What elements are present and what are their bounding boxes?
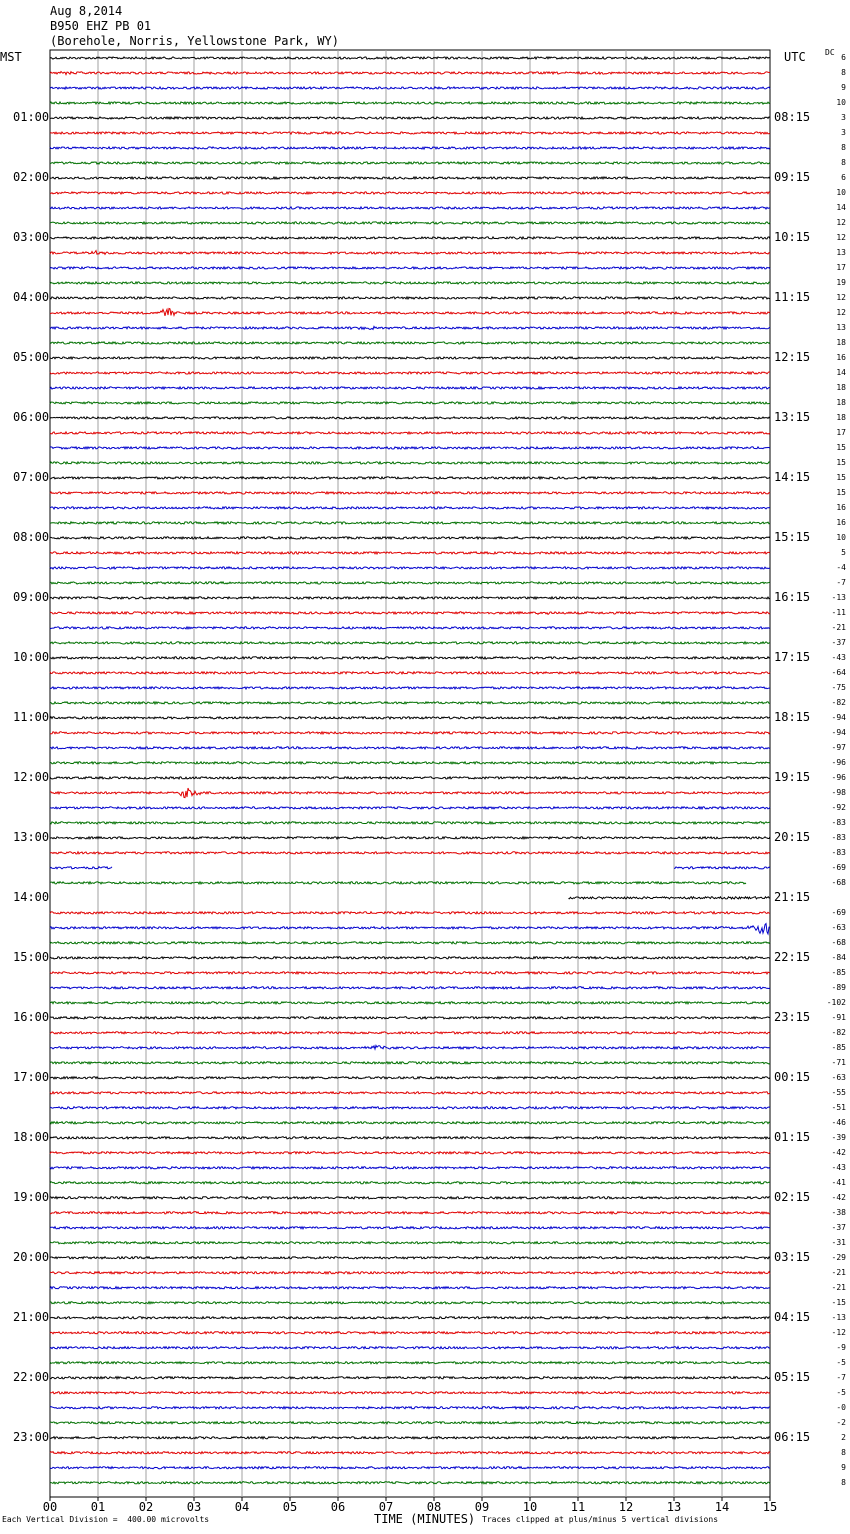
seismic-trace [50, 507, 770, 509]
seismic-trace [50, 237, 770, 239]
hour-label-right: 16:15 [774, 589, 811, 604]
x-tick-label: 10 [522, 1500, 538, 1514]
mst-label: MST [0, 50, 22, 64]
dc-offset-label: 15 [836, 487, 846, 497]
dc-offset-label: -21 [831, 1267, 846, 1277]
seismic-trace [50, 462, 770, 464]
x-tick-label: 15 [762, 1500, 778, 1514]
x-tick-label: 14 [714, 1500, 730, 1514]
hour-label-left: 13:00 [13, 829, 50, 844]
hour-label-left: 19:00 [13, 1189, 50, 1204]
seismic-trace [50, 732, 770, 734]
seismic-trace [50, 1092, 770, 1094]
station-location: (Borehole, Norris, Yellowstone Park, WY) [50, 34, 339, 48]
dc-offset-label: 14 [836, 202, 846, 212]
seismic-trace [568, 897, 769, 899]
dc-offset-label: -13 [831, 1312, 846, 1322]
dc-offset-label: 13 [836, 322, 846, 332]
seismic-trace [50, 1377, 770, 1379]
seismic-trace [50, 1332, 770, 1334]
seismic-trace [50, 177, 770, 179]
seismic-trace [50, 132, 770, 134]
x-tick-label: 13 [666, 1500, 682, 1514]
dc-offset-label: 13 [836, 247, 846, 257]
hour-label-right: 19:15 [774, 769, 811, 784]
x-tick-label: 09 [474, 1500, 490, 1514]
seismic-trace [50, 1137, 770, 1139]
seismic-trace [50, 627, 770, 629]
dc-offset-label: -102 [826, 997, 846, 1007]
seismic-trace [50, 477, 770, 479]
dc-offset-label: -55 [831, 1087, 846, 1097]
seismic-trace [50, 807, 770, 809]
dc-offset-label: -91 [831, 1012, 846, 1022]
dc-offset-label: 10 [836, 187, 846, 197]
seismic-trace [50, 102, 770, 104]
dc-offset-label: 10 [836, 97, 846, 107]
seismic-trace [50, 717, 770, 719]
station-name: B950 EHZ PB 01 [50, 19, 152, 33]
seismic-trace [50, 642, 770, 644]
seismic-trace [50, 537, 770, 539]
hour-label-right: 04:15 [774, 1309, 811, 1324]
hour-label-right: 14:15 [774, 469, 811, 484]
dc-offset-label: -69 [831, 862, 846, 872]
dc-offset-label: -5 [836, 1387, 846, 1397]
hour-label-left: 11:00 [13, 709, 50, 724]
seismic-trace [50, 612, 770, 615]
utc-label: UTC [784, 50, 806, 64]
dc-offset-label: -9 [836, 1342, 846, 1352]
seismic-trace [50, 882, 746, 884]
seismic-trace [50, 342, 770, 344]
dc-offset-label: 19 [836, 277, 846, 287]
dc-offset-label: 17 [836, 262, 846, 272]
dc-offset-label: -42 [831, 1147, 846, 1157]
hour-label-right: 17:15 [774, 649, 811, 664]
seismic-trace [50, 192, 770, 194]
x-tick-label: 00 [42, 1500, 58, 1514]
seismic-trace [50, 522, 770, 524]
hour-label-left: 18:00 [13, 1129, 50, 1144]
dc-offset-label: -63 [831, 1072, 846, 1082]
seismic-trace [50, 117, 770, 119]
dc-offset-label: -64 [831, 667, 846, 677]
seismic-trace [50, 837, 770, 839]
dc-offset-label: 15 [836, 457, 846, 467]
dc-offset-label: 12 [836, 307, 846, 317]
x-tick-label: 11 [570, 1500, 586, 1514]
dc-offset-label: 18 [836, 382, 846, 392]
dc-offset-label: 8 [841, 157, 846, 167]
seismic-trace [50, 1167, 770, 1169]
dc-offset-label: -37 [831, 1222, 846, 1232]
seismic-trace [50, 1062, 770, 1064]
hour-label-left: 23:00 [13, 1429, 50, 1444]
hour-label-left: 09:00 [13, 589, 50, 604]
seismic-trace [50, 1452, 770, 1454]
hour-label-right: 00:15 [774, 1069, 811, 1084]
seismic-trace [50, 1002, 770, 1004]
seismic-trace [50, 852, 770, 854]
hour-label-right: 08:15 [774, 109, 811, 124]
x-tick-label: 05 [282, 1500, 298, 1514]
hour-label-right: 12:15 [774, 349, 811, 364]
seismic-trace [50, 1017, 770, 1019]
seismic-trace [50, 972, 770, 974]
hour-label-right: 05:15 [774, 1369, 811, 1384]
dc-offset-label: -21 [831, 1282, 846, 1292]
dc-offset-label: 12 [836, 232, 846, 242]
dc-offset-label: -83 [831, 817, 846, 827]
seismic-trace [50, 1182, 770, 1184]
seismic-trace [50, 387, 770, 389]
seismic-trace [50, 1467, 770, 1469]
hour-label-right: 10:15 [774, 229, 811, 244]
dc-offset-label: -37 [831, 637, 846, 647]
dc-offset-label: -38 [831, 1207, 846, 1217]
dc-offset-label: -96 [831, 757, 846, 767]
hour-label-left: 22:00 [13, 1369, 50, 1384]
dc-offset-label: -42 [831, 1192, 846, 1202]
hour-label-left: 02:00 [13, 169, 50, 184]
plot-frame [50, 50, 770, 1497]
seismic-trace [50, 72, 770, 75]
hour-label-left: 15:00 [13, 949, 50, 964]
seismic-trace [50, 87, 770, 89]
hour-label-left: 03:00 [13, 229, 50, 244]
dc-offset-label: 12 [836, 292, 846, 302]
dc-offset-label: 10 [836, 532, 846, 542]
dc-offset-label: -83 [831, 832, 846, 842]
dc-offset-label: 16 [836, 502, 846, 512]
dc-offset-label: -71 [831, 1057, 846, 1067]
seismic-trace [50, 447, 770, 449]
dc-offset-label: -85 [831, 1042, 846, 1052]
seismic-trace [50, 372, 770, 374]
seismic-trace [50, 657, 770, 659]
hour-label-right: 15:15 [774, 529, 811, 544]
x-tick-label: 12 [618, 1500, 634, 1514]
seismic-trace [50, 1362, 770, 1364]
dc-offset-label: -7 [836, 1372, 846, 1382]
seismic-trace [50, 1122, 770, 1124]
seismic-trace [50, 57, 770, 59]
seismic-trace [50, 702, 770, 704]
dc-offset-label: -29 [831, 1252, 846, 1262]
seismic-trace [50, 867, 112, 869]
dc-offset-label: 18 [836, 337, 846, 347]
seismic-trace [50, 1197, 770, 1199]
seismic-trace [50, 1317, 770, 1319]
seismic-trace [50, 309, 770, 316]
seismic-trace [50, 552, 770, 554]
hour-label-right: 22:15 [774, 949, 811, 964]
dc-offset-label: -51 [831, 1102, 846, 1112]
hour-label-right: 11:15 [774, 289, 811, 304]
hour-label-left: 01:00 [13, 109, 50, 124]
dc-offset-label: -89 [831, 982, 846, 992]
dc-offset-label: 9 [841, 82, 846, 92]
dc-offset-label: -39 [831, 1132, 846, 1142]
dc-offset-label: 18 [836, 397, 846, 407]
seismic-trace [50, 432, 770, 434]
dc-label: DC [825, 48, 835, 57]
dc-offset-label: 15 [836, 472, 846, 482]
dc-offset-label: 3 [841, 127, 846, 137]
dc-offset-label: 8 [841, 1477, 846, 1487]
seismic-trace [50, 357, 770, 359]
x-tick-label: 07 [378, 1500, 394, 1514]
dc-offset-label: -41 [831, 1177, 846, 1187]
hour-label-right: 06:15 [774, 1429, 811, 1444]
dc-offset-label: -82 [831, 697, 846, 707]
hour-label-left: 04:00 [13, 289, 50, 304]
dc-offset-label: 6 [841, 53, 846, 62]
dc-offset-label: 8 [841, 142, 846, 152]
seismic-trace [50, 1107, 770, 1109]
dc-offset-label: 5 [841, 547, 846, 557]
hour-label-left: 12:00 [13, 769, 50, 784]
dc-offset-label: -98 [831, 787, 846, 797]
dc-offset-label: -21 [831, 622, 846, 632]
seismic-trace [50, 822, 770, 824]
seismic-trace [50, 597, 770, 599]
seismic-trace [50, 957, 770, 959]
seismic-trace [50, 297, 770, 299]
seismic-trace [50, 1287, 770, 1289]
dc-offset-label: 6 [841, 172, 846, 182]
dc-offset-label: 2 [841, 1432, 846, 1442]
seismic-trace [50, 1077, 770, 1079]
dc-offset-label: -63 [831, 922, 846, 932]
seismic-trace [50, 1032, 770, 1034]
clip-note: Traces clipped at plus/minus 5 vertical divisions [482, 1515, 719, 1524]
dc-offset-label: -43 [831, 652, 846, 662]
dc-offset-label: 18 [836, 412, 846, 422]
seismic-trace [50, 1257, 770, 1259]
dc-offset-label: 14 [836, 367, 846, 377]
dc-offset-label: 8 [841, 67, 846, 77]
dc-offset-label: -69 [831, 907, 846, 917]
hour-label-right: 13:15 [774, 409, 811, 424]
seismic-trace [50, 762, 770, 764]
seismic-trace [50, 747, 770, 749]
dc-offset-label: -84 [831, 952, 846, 962]
hour-label-right: 09:15 [774, 169, 811, 184]
hour-label-left: 21:00 [13, 1309, 50, 1324]
seismic-trace [50, 672, 770, 674]
dc-offset-label: -5 [836, 1357, 846, 1367]
seismic-trace [50, 417, 770, 419]
seismic-trace [50, 788, 770, 798]
x-tick-label: 08 [426, 1500, 442, 1514]
seismic-trace [50, 1422, 770, 1424]
seismic-trace [50, 1437, 770, 1439]
dc-offset-label: -4 [836, 562, 846, 572]
dc-offset-label: 8 [841, 1447, 846, 1457]
hour-label-left: 10:00 [13, 649, 50, 664]
hour-label-right: 23:15 [774, 1009, 811, 1024]
dc-offset-label: 3 [841, 112, 846, 122]
dc-offset-label: -12 [831, 1327, 846, 1337]
hour-label-left: 16:00 [13, 1009, 50, 1024]
hour-label-right: 20:15 [774, 829, 811, 844]
x-tick-label: 02 [138, 1500, 154, 1514]
dc-offset-label: -68 [831, 937, 846, 947]
seismic-trace [50, 1212, 770, 1214]
dc-offset-label: -83 [831, 847, 846, 857]
seismic-trace [50, 924, 770, 934]
dc-offset-label: -92 [831, 802, 846, 812]
x-tick-label: 01 [90, 1500, 106, 1514]
dc-offset-label: -2 [836, 1417, 846, 1427]
hour-label-right: 18:15 [774, 709, 811, 724]
x-tick-label: 03 [186, 1500, 202, 1514]
seismic-trace [50, 1407, 770, 1409]
chart-date: Aug 8,2014 [50, 4, 123, 18]
dc-offset-label: -15 [831, 1297, 846, 1307]
seismic-trace [50, 942, 770, 944]
seismic-trace [50, 1152, 770, 1154]
dc-offset-label: 15 [836, 442, 846, 452]
dc-offset-label: -11 [831, 607, 846, 617]
hour-label-left: 08:00 [13, 529, 50, 544]
dc-offset-label: -7 [836, 577, 846, 587]
seismic-trace [50, 777, 770, 779]
hour-label-left: 17:00 [13, 1069, 50, 1084]
scale-note: Each Vertical Division = 400.00 microvolts [2, 1515, 210, 1524]
seismic-trace [50, 687, 770, 689]
dc-offset-label: -85 [831, 967, 846, 977]
seismic-trace [50, 1347, 770, 1349]
seismic-trace [50, 1482, 770, 1484]
dc-offset-label: -94 [831, 727, 846, 737]
seismic-trace [50, 567, 770, 569]
seismic-trace [50, 162, 770, 164]
seismic-trace [50, 207, 770, 209]
seismic-trace [50, 1392, 770, 1394]
seismic-trace [50, 987, 770, 989]
seismic-trace [50, 492, 770, 494]
seismic-trace [50, 251, 770, 255]
seismic-trace [50, 912, 770, 914]
seismic-trace [50, 1045, 770, 1049]
dc-offset-label: 16 [836, 352, 846, 362]
hour-label-right: 02:15 [774, 1189, 811, 1204]
seismic-trace [50, 222, 770, 224]
seismic-trace [50, 1227, 770, 1229]
dc-offset-label: 17 [836, 427, 846, 437]
seismic-trace [50, 582, 770, 584]
dc-offset-label: -97 [831, 742, 846, 752]
dc-offset-label: 16 [836, 517, 846, 527]
x-axis-title: TIME (MINUTES) [374, 1512, 476, 1526]
dc-offset-label: -94 [831, 712, 846, 722]
seismic-trace [50, 1302, 770, 1304]
dc-offset-label: -96 [831, 772, 846, 782]
seismic-trace [50, 326, 770, 329]
hour-label-left: 06:00 [13, 409, 50, 424]
x-tick-label: 04 [234, 1500, 250, 1514]
hour-label-left: 07:00 [13, 469, 50, 484]
dc-offset-label: -75 [831, 682, 846, 692]
seismic-trace [50, 402, 770, 404]
x-tick-label: 06 [330, 1500, 346, 1514]
seismic-trace [50, 147, 770, 149]
dc-offset-label: -68 [831, 877, 846, 887]
seismic-trace [50, 282, 770, 284]
dc-offset-label: -0 [836, 1402, 846, 1412]
hour-label-right: 21:15 [774, 889, 811, 904]
dc-offset-label: -82 [831, 1027, 846, 1037]
dc-offset-label: 9 [841, 1462, 846, 1472]
dc-offset-label: -43 [831, 1162, 846, 1172]
hour-label-left: 05:00 [13, 349, 50, 364]
hour-label-right: 01:15 [774, 1129, 811, 1144]
dc-offset-label: -31 [831, 1237, 846, 1247]
dc-offset-label: -46 [831, 1117, 846, 1127]
hour-label-left: 14:00 [13, 889, 50, 904]
seismic-trace [50, 267, 770, 269]
dc-offset-label: -13 [831, 592, 846, 602]
hour-label-left: 20:00 [13, 1249, 50, 1264]
seismic-trace [50, 1272, 770, 1274]
seismic-trace [50, 1242, 770, 1244]
hour-label-right: 03:15 [774, 1249, 811, 1264]
dc-offset-label: 12 [836, 217, 846, 227]
